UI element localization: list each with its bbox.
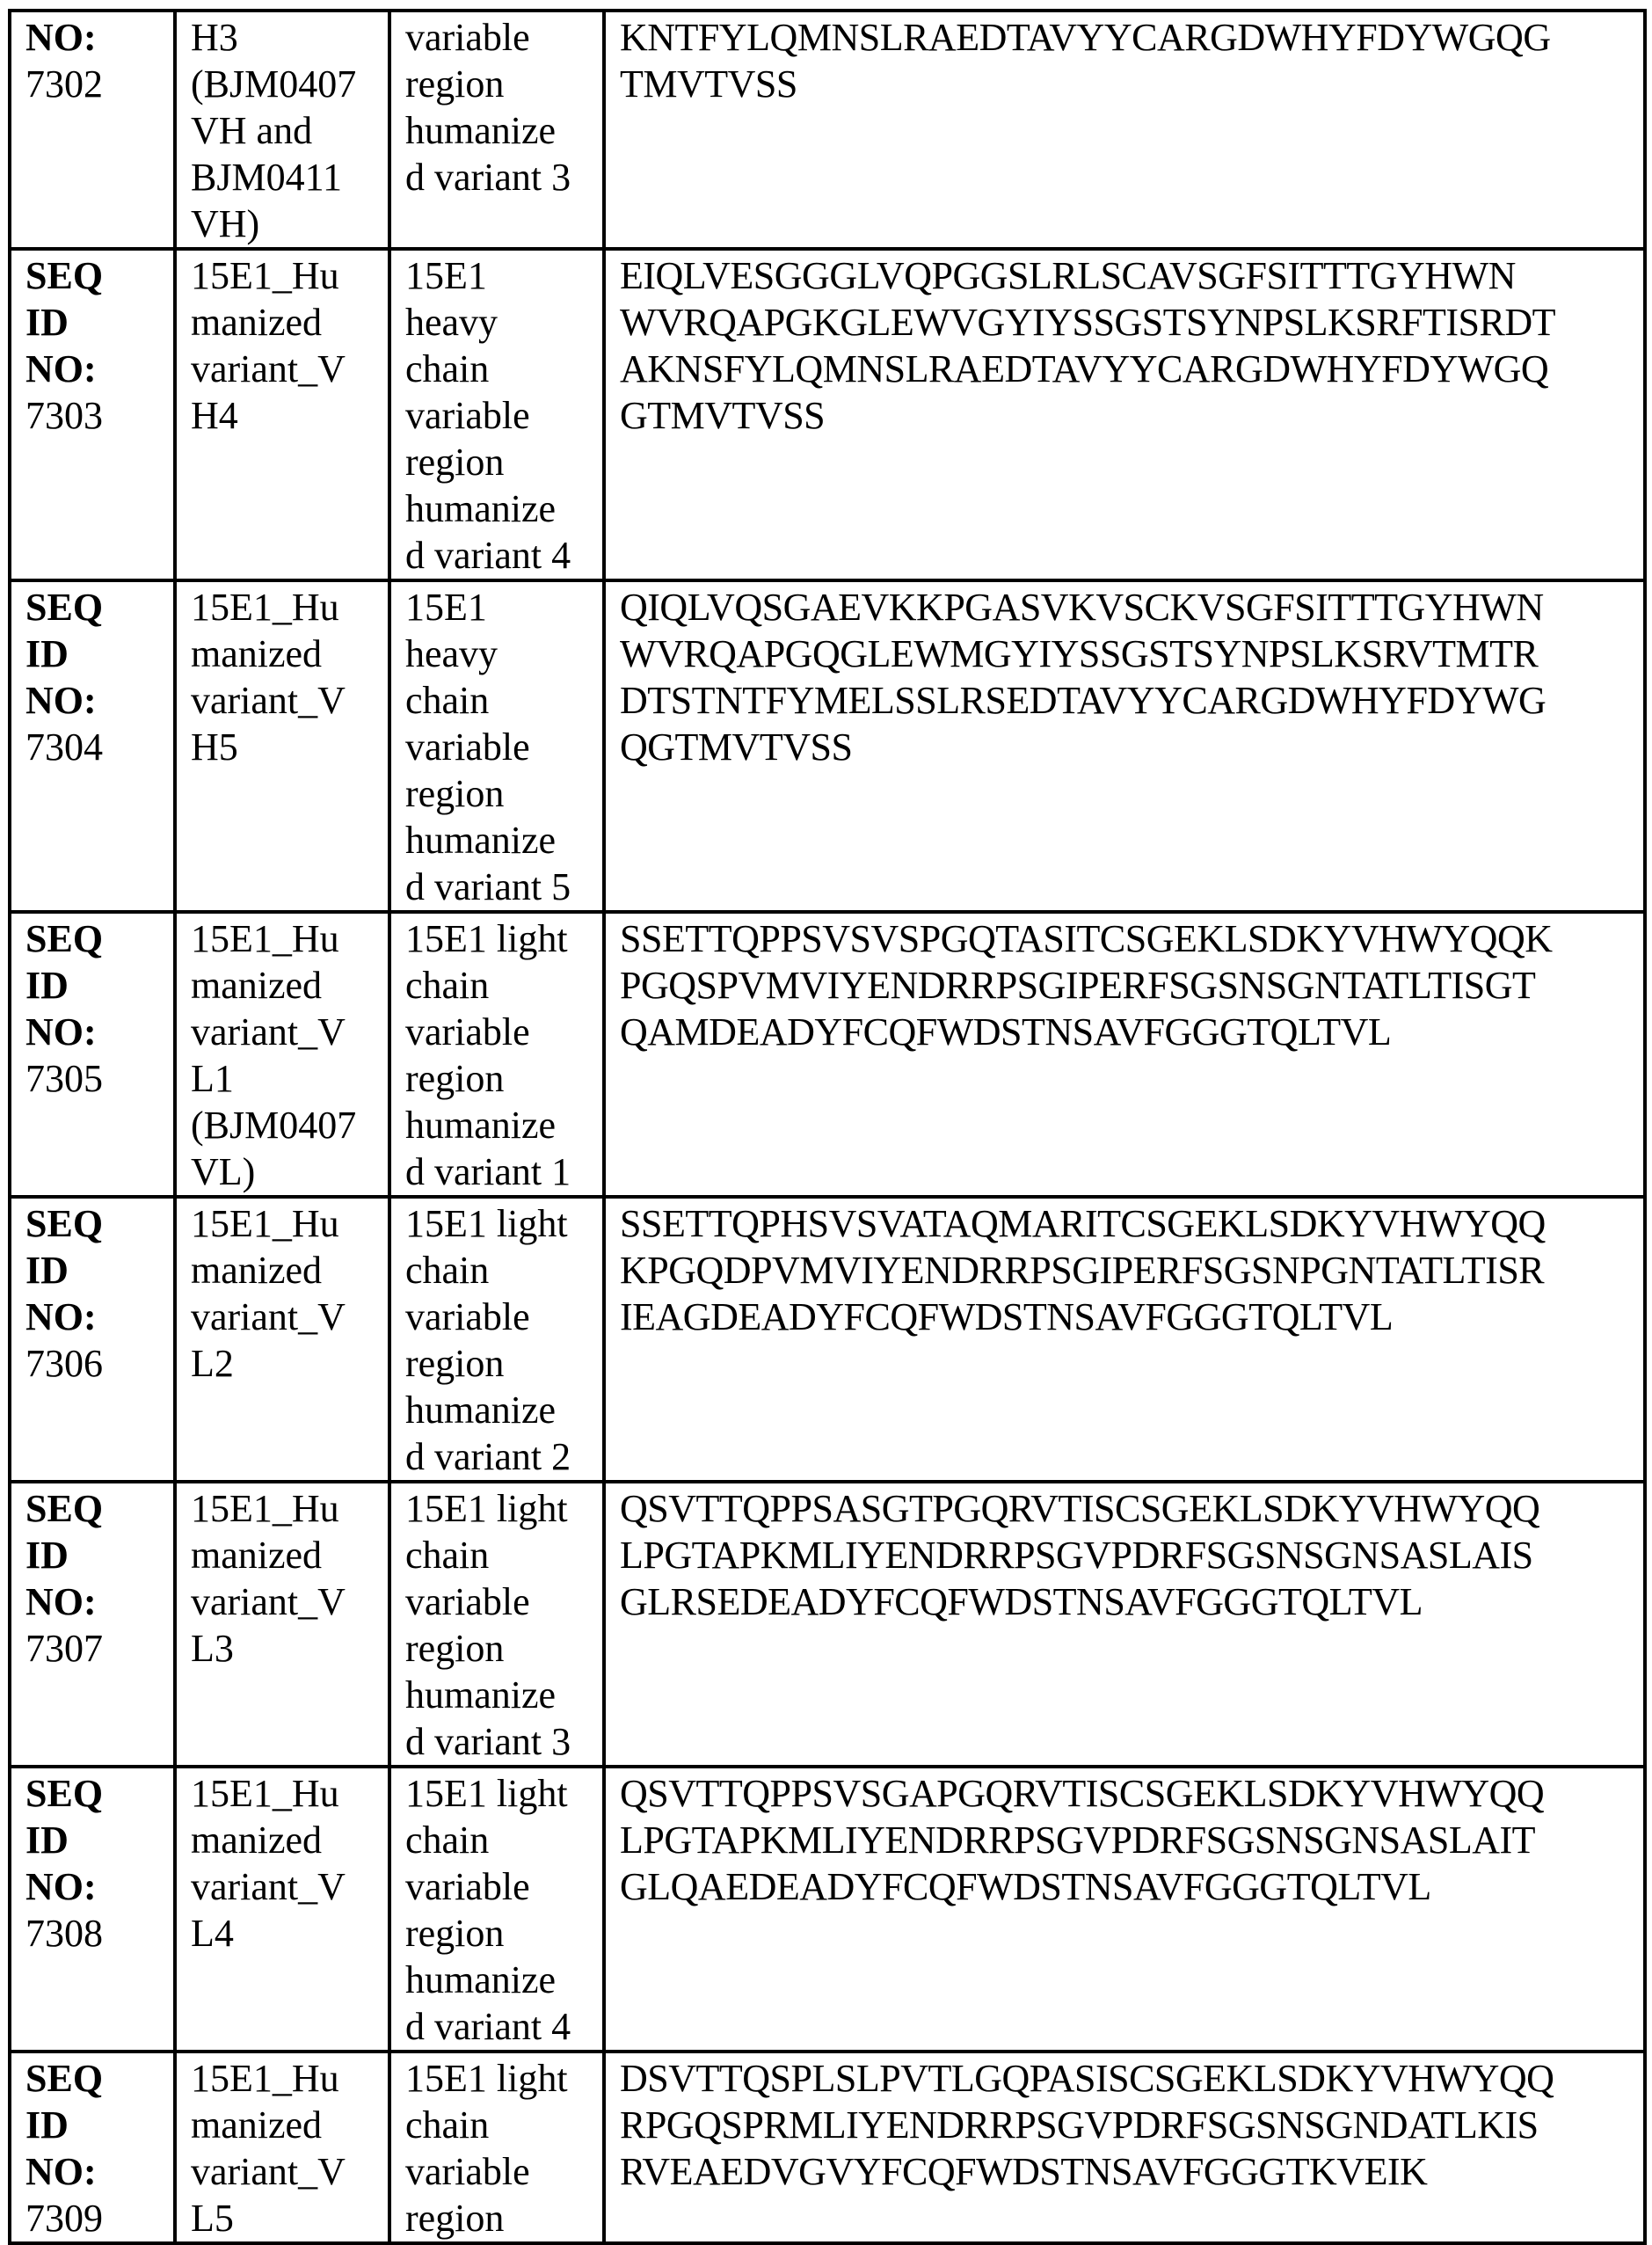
desc-line: chain — [405, 1249, 490, 1292]
desc-line: variable — [405, 1865, 530, 1908]
sequence-line: QGTMVTVSS — [620, 725, 853, 769]
seq-id-number: 7306 — [25, 1342, 103, 1385]
desc-line: heavy — [405, 632, 499, 675]
desc-line: humanize — [405, 487, 557, 530]
desc-line: humanize — [405, 1673, 557, 1717]
sequence-line: GTMVTVSS — [620, 394, 826, 437]
table-row — [10, 1767, 1645, 2052]
name-cell — [175, 11, 389, 249]
desc-line: variable — [405, 1010, 530, 1053]
seq-id-line: NO: — [25, 679, 97, 722]
sequence-line: LPGTAPKMLIYENDRRPSGVPDRFSGSNSGNSASLAIT — [620, 1819, 1536, 1862]
seq-id-cell — [10, 1482, 175, 1767]
desc-line: region — [405, 1627, 505, 1670]
desc-line: 15E1 light — [405, 2057, 568, 2100]
seq-id-line: ID — [25, 964, 69, 1007]
seq-id-line: SEQ — [25, 1487, 104, 1530]
desc-line: region — [405, 1057, 505, 1100]
description-cell — [389, 1767, 604, 2052]
name-line: variant_V — [191, 1865, 346, 1908]
sequence-cell — [604, 2052, 1645, 2243]
desc-line: humanize — [405, 1104, 557, 1147]
name-line: 15E1_Hu — [191, 917, 339, 960]
description-cell — [389, 249, 604, 580]
description-cell — [389, 11, 604, 249]
desc-line: chain — [405, 679, 490, 722]
table-row — [10, 249, 1645, 580]
sequence-line: LPGTAPKMLIYENDRRPSGVPDRFSGSNSGNSASLAIS — [620, 1534, 1533, 1577]
name-cell — [175, 1767, 389, 2052]
seq-id-line: ID — [25, 1819, 69, 1862]
seq-id-line: NO: — [25, 1865, 97, 1908]
name-line: variant_V — [191, 347, 346, 390]
seq-id-cell — [10, 249, 175, 580]
desc-line: region — [405, 1912, 505, 1955]
seq-id-number: 7302 — [25, 62, 103, 106]
seq-id-cell — [10, 580, 175, 912]
desc-line: region — [405, 772, 505, 815]
sequence-line: DSVTTQSPLSLPVTLGQPASISCSGEKLSDKYVHWYQQ — [620, 2057, 1554, 2100]
description-cell — [389, 912, 604, 1197]
sequence-line: GLQAEDEADYFCQFWDSTNSAVFGGGTQLTVL — [620, 1865, 1431, 1908]
sequence-line: QIQLVQSGAEVKKPGASVKVSCKVSGFSITTTGYHWN — [620, 586, 1544, 629]
seq-id-line: SEQ — [25, 2057, 104, 2100]
desc-line: variable — [405, 1580, 530, 1623]
sequence-cell — [604, 912, 1645, 1197]
desc-line: d variant 4 — [405, 534, 571, 577]
seq-id-line: ID — [25, 1534, 69, 1577]
table-row — [10, 912, 1645, 1197]
sequence-line: RPGQSPRMLIYENDRRPSGVPDRFSGSNSGNDATLKIS — [620, 2103, 1539, 2147]
name-line: manized — [191, 964, 323, 1007]
description-cell — [389, 1197, 604, 1482]
name-line: 15E1_Hu — [191, 1487, 339, 1530]
desc-line: 15E1 — [405, 586, 487, 629]
name-cell — [175, 2052, 389, 2243]
desc-line: d variant 4 — [405, 2005, 571, 2048]
desc-line: chain — [405, 1534, 490, 1577]
sequence-line: RVEAEDVGVYFCQFWDSTNSAVFGGGTKVEIK — [620, 2150, 1428, 2193]
sequence-cell — [604, 1197, 1645, 1482]
desc-line: d variant 3 — [405, 1720, 571, 1763]
name-line: 15E1_Hu — [191, 586, 339, 629]
name-line: manized — [191, 2103, 323, 2147]
sequence-line: EIQLVESGGGLVQPGGSLRLSCAVSGFSITTTGYHWN — [620, 254, 1516, 297]
sequence-line: WVRQAPGQGLEWMGYIYSSGSTSYNPSLKSRVTMTR — [620, 632, 1539, 675]
sequence-cell — [604, 1767, 1645, 2052]
name-line: VH and — [191, 109, 313, 152]
desc-line: 15E1 light — [405, 1202, 568, 1245]
sequence-line: AKNSFYLQMNSLRAEDTAVYYCARGDWHYFDYWGQ — [620, 347, 1549, 390]
name-line: BJM0411 — [191, 156, 342, 199]
desc-line: variable — [405, 16, 530, 59]
desc-line: variable — [405, 2150, 530, 2193]
sequence-line: PGQSPVMVIYENDRRPSGIPERFSGSNSGNTATLTISGT — [620, 964, 1536, 1007]
desc-line: region — [405, 1342, 505, 1385]
name-line: variant_V — [191, 679, 346, 722]
seq-id-line: ID — [25, 2103, 69, 2147]
seq-id-number: 7304 — [25, 725, 103, 769]
sequence-cell — [604, 11, 1645, 249]
seq-id-line: SEQ — [25, 917, 104, 960]
seq-id-cell — [10, 1197, 175, 1482]
sequence-line: WVRQAPGKGLEWVGYIYSSGSTSYNPSLKSRFTISRDT — [620, 301, 1556, 344]
seq-id-line: NO: — [25, 347, 97, 390]
name-cell — [175, 1482, 389, 1767]
name-cell — [175, 912, 389, 1197]
name-cell — [175, 580, 389, 912]
desc-line: d variant 5 — [405, 865, 571, 908]
desc-line: variable — [405, 1295, 530, 1338]
seq-id-line: SEQ — [25, 586, 104, 629]
name-line: (BJM0407 — [191, 1104, 357, 1147]
seq-id-line: NO: — [25, 1010, 97, 1053]
seq-id-line: ID — [25, 301, 69, 344]
desc-line: heavy — [405, 301, 499, 344]
seq-id-cell — [10, 11, 175, 249]
sequence-line: QSVTTQPPSASGTPGQRVTISCSGEKLSDKYVHWYQQ — [620, 1487, 1540, 1530]
seq-id-cell — [10, 912, 175, 1197]
seq-id-line: NO: — [25, 1295, 97, 1338]
name-line: variant_V — [191, 1295, 346, 1338]
desc-line: d variant 2 — [405, 1435, 571, 1478]
desc-line: region — [405, 441, 505, 484]
description-cell — [389, 2052, 604, 2243]
desc-line: chain — [405, 1819, 490, 1862]
desc-line: variable — [405, 394, 530, 437]
desc-line: humanize — [405, 109, 557, 152]
desc-line: 15E1 light — [405, 1487, 568, 1530]
table-row — [10, 1482, 1645, 1767]
seq-id-line: NO: — [25, 1580, 97, 1623]
name-line: 15E1_Hu — [191, 1772, 339, 1815]
seq-id-line: NO: — [25, 16, 97, 59]
table-row — [10, 11, 1645, 249]
sequence-cell — [604, 1482, 1645, 1767]
seq-id-number: 7305 — [25, 1057, 103, 1100]
sequence-line: SSETTQPHSVSVATAQMARITCSGEKLSDKYVHWYQQ — [620, 1202, 1546, 1245]
seq-id-number: 7308 — [25, 1912, 103, 1955]
table-row — [10, 580, 1645, 912]
name-line: variant_V — [191, 2150, 346, 2193]
desc-line: 15E1 — [405, 254, 487, 297]
name-line: VH) — [191, 202, 260, 245]
name-line: VL) — [191, 1150, 256, 1193]
desc-line: region — [405, 62, 505, 106]
seq-id-line: NO: — [25, 2150, 97, 2193]
desc-line: variable — [405, 725, 530, 769]
name-line: L1 — [191, 1057, 234, 1100]
name-line: variant_V — [191, 1010, 346, 1053]
desc-line: humanize — [405, 819, 557, 862]
seq-id-line: SEQ — [25, 1772, 104, 1815]
name-line: L5 — [191, 2197, 234, 2240]
sequence-line: GLRSEDEADYFCQFWDSTNSAVFGGGTQLTVL — [620, 1580, 1423, 1623]
sequence-line: TMVTVSS — [620, 62, 797, 106]
desc-line: 15E1 light — [405, 917, 568, 960]
seq-id-number: 7309 — [25, 2197, 103, 2240]
sequence-line: QSVTTQPPSVSGAPGQRVTISCSGEKLSDKYVHWYQQ — [620, 1772, 1545, 1815]
desc-line: d variant 3 — [405, 156, 571, 199]
desc-line: d variant 1 — [405, 1150, 571, 1193]
seq-id-line: ID — [25, 1249, 69, 1292]
name-line: manized — [191, 301, 323, 344]
desc-line: chain — [405, 347, 490, 390]
description-cell — [389, 580, 604, 912]
seq-id-line: SEQ — [25, 254, 104, 297]
sequence-line: KPGQDPVMVIYENDRRPSGIPERFSGSNPGNTATLTISR — [620, 1249, 1545, 1292]
name-line: L3 — [191, 1627, 234, 1670]
desc-line: 15E1 light — [405, 1772, 568, 1815]
name-cell — [175, 249, 389, 580]
seq-id-number: 7307 — [25, 1627, 103, 1670]
sequence-cell — [604, 249, 1645, 580]
sequence-line: DTSTNTFYMELSSLRSEDTAVYYCARGDWHYFDYWG — [620, 679, 1546, 722]
table-row — [10, 2052, 1645, 2243]
name-line: 15E1_Hu — [191, 254, 339, 297]
desc-line: region — [405, 2197, 505, 2240]
desc-line: humanize — [405, 1389, 557, 1432]
sequence-line: KNTFYLQMNSLRAEDTAVYYCARGDWHYFDYWGQG — [620, 16, 1551, 59]
name-line: manized — [191, 1534, 323, 1577]
seq-id-number: 7303 — [25, 394, 103, 437]
desc-line: humanize — [405, 1958, 557, 2001]
seq-id-line: SEQ — [25, 1202, 104, 1245]
name-line: H4 — [191, 394, 238, 437]
name-line: variant_V — [191, 1580, 346, 1623]
sequence-line: SSETTQPPSVSVSPGQTASITCSGEKLSDKYVHWYQQK — [620, 917, 1553, 960]
description-cell — [389, 1482, 604, 1767]
sequence-line: QAMDEADYFCQFWDSTNSAVFGGGTQLTVL — [620, 1010, 1392, 1053]
seq-id-cell — [10, 1767, 175, 2052]
name-line: (BJM0407 — [191, 62, 357, 106]
name-line: 15E1_Hu — [191, 2057, 339, 2100]
name-line: manized — [191, 632, 323, 675]
sequence-line: IEAGDEADYFCQFWDSTNSAVFGGGTQLTVL — [620, 1295, 1394, 1338]
table-row — [10, 1197, 1645, 1482]
sequence-cell — [604, 580, 1645, 912]
name-line: manized — [191, 1249, 323, 1292]
name-line: H3 — [191, 16, 238, 59]
sequence-table — [8, 9, 1647, 2245]
name-cell — [175, 1197, 389, 1482]
desc-line: chain — [405, 964, 490, 1007]
name-line: L2 — [191, 1342, 234, 1385]
name-line: L4 — [191, 1912, 234, 1955]
seq-id-line: ID — [25, 632, 69, 675]
desc-line: chain — [405, 2103, 490, 2147]
name-line: 15E1_Hu — [191, 1202, 339, 1245]
seq-id-cell — [10, 2052, 175, 2243]
name-line: manized — [191, 1819, 323, 1862]
name-line: H5 — [191, 725, 238, 769]
